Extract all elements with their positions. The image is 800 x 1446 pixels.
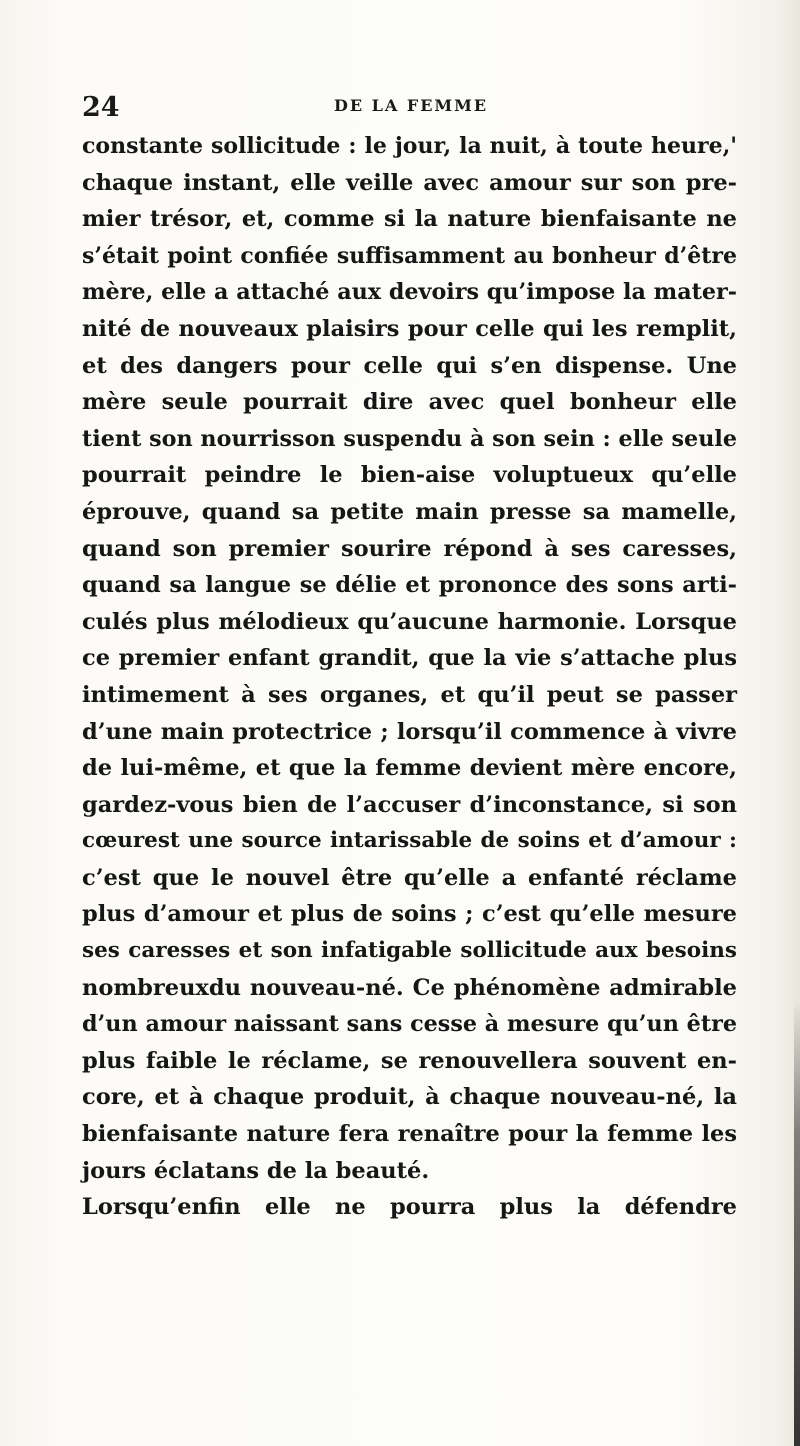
text-line: core, et à chaque produit, à chaque nouveau-né, la: [82, 1084, 737, 1111]
text-line: chaque instant, elle veille avec amour sur son pre-: [82, 169, 737, 196]
text-line: s’était point confiée suffisamment au bonheur d’être: [82, 242, 737, 269]
body-text: [82, 128, 737, 1226]
text-line: mier trésor, et, comme si la nature bienfaisante ne: [82, 206, 737, 233]
text-line: plus d’amour et plus de soins ; c’est qu’elle mesure: [82, 901, 737, 928]
text-line: cœurest une source intarissable de soins et d’amour :: [82, 828, 737, 854]
page-header: [82, 92, 742, 122]
text-line: tient son nourrisson suspendu à son sein : elle seule: [82, 425, 737, 452]
running-title: DE LA FEMME: [334, 96, 489, 115]
text-line: d’un amour naissant sans cesse à mesure qu’un être: [82, 1011, 737, 1038]
text-line: quand son premier sourire répond à ses caresses,: [82, 535, 737, 562]
text-line: d’une main protectrice ; lorsqu’il commence à vivre: [82, 718, 737, 745]
text-line: bienfaisante nature fera renaître pour la femme les: [82, 1121, 737, 1148]
text-line: quand sa langue se délie et prononce des sons arti-: [82, 572, 737, 599]
text-line: jours éclatans de la beauté.: [82, 1157, 430, 1184]
text-line: ce premier enfant grandit, que la vie s’attache plus: [82, 645, 737, 672]
text-line: pourrait peindre le bien-aise voluptueux qu’elle: [82, 462, 737, 489]
text-line: Lorsqu’enfin elle ne pourra plus la défendre: [82, 1194, 737, 1221]
text-line: de lui-même, et que la femme devient mère encore,: [82, 755, 737, 782]
page-number: 24: [82, 92, 120, 123]
page-edge-shadow: [794, 1000, 800, 1446]
text-line: intimement à ses organes, et qu’il peut se passer: [82, 681, 737, 708]
text-line: et des dangers pour celle qui s’en dispense. Une: [82, 352, 737, 379]
text-line: culés plus mélodieux qu’aucune harmonie. Lorsque: [82, 608, 737, 635]
text-line: nité de nouveaux plaisirs pour celle qui les remplit,: [82, 315, 737, 342]
text-line: ses caresses et son infatigable sollicitude aux besoins: [82, 938, 737, 964]
text-line: éprouve, quand sa petite main presse sa mamelle,: [82, 498, 737, 525]
text-line: c’est que le nouvel être qu’elle a enfanté réclame: [82, 864, 737, 891]
text-line: gardez-vous bien de l’accuser d’inconstance, si son: [82, 791, 737, 818]
text-line: mère seule pourrait dire avec quel bonheur elle: [82, 389, 737, 416]
text-line: plus faible le réclame, se renouvellera souvent en-: [82, 1047, 737, 1074]
text-line: nombreuxdu nouveau-né. Ce phénomène admirable: [82, 974, 737, 1001]
text-line: constante sollicitude : le jour, la nuit, à toute heure,': [82, 133, 737, 159]
text-line: mère, elle a attaché aux devoirs qu’impose la mater-: [82, 279, 738, 306]
